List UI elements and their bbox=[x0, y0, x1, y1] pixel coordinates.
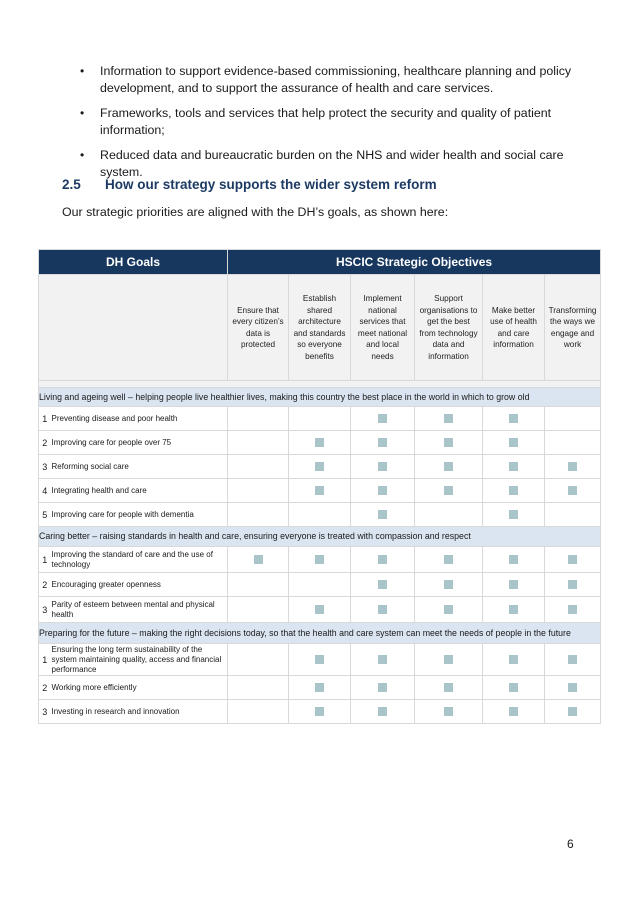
goal-number: 5 bbox=[39, 503, 51, 527]
alignment-cell bbox=[228, 597, 289, 623]
alignment-cell bbox=[545, 644, 601, 676]
alignment-cell bbox=[545, 479, 601, 503]
bullet-item: • Reduced data and bureaucratic burden on the NHS and wider health and social care system. bbox=[80, 148, 564, 179]
alignment-marker-icon bbox=[509, 438, 518, 447]
bullet-item: • Information to support evidence-based commissioning, healthcare planning and policy development, and to support the assurance of health and care services. bbox=[80, 64, 572, 95]
table-row bbox=[39, 455, 601, 479]
alignment-cell bbox=[351, 573, 415, 597]
bullet-item: • Frameworks, tools and services that help protect the security and quality of patient information; bbox=[80, 106, 552, 137]
alignment-cell bbox=[351, 547, 415, 573]
hscic-objectives-header: HSCIC Strategic Objectives bbox=[228, 250, 601, 275]
alignment-cell bbox=[228, 676, 289, 700]
alignment-cell bbox=[228, 479, 289, 503]
alignment-marker-icon bbox=[444, 555, 453, 564]
alignment-cell bbox=[545, 431, 601, 455]
alignment-marker-icon bbox=[444, 605, 453, 614]
alignment-cell bbox=[545, 676, 601, 700]
alignment-marker-icon bbox=[315, 438, 324, 447]
page-number: 6 bbox=[567, 837, 574, 851]
alignment-cell bbox=[289, 431, 351, 455]
alignment-marker-icon bbox=[378, 486, 387, 495]
alignment-cell bbox=[415, 597, 483, 623]
dh-goals-header: DH Goals bbox=[39, 250, 228, 275]
alignment-cell bbox=[289, 597, 351, 623]
goal-label: Parity of esteem between mental and physical health bbox=[51, 597, 228, 623]
alignment-cell bbox=[351, 479, 415, 503]
objective-cell: Implement national services that meet national and local needs bbox=[351, 275, 415, 381]
alignment-cell bbox=[415, 479, 483, 503]
alignment-marker-icon bbox=[378, 683, 387, 692]
bullet-dot-icon: • bbox=[80, 64, 85, 78]
alignment-cell bbox=[415, 503, 483, 527]
alignment-cell bbox=[415, 676, 483, 700]
alignment-marker-icon bbox=[444, 462, 453, 471]
goal-number: 3 bbox=[39, 597, 51, 623]
alignment-cell bbox=[228, 644, 289, 676]
alignment-marker-icon bbox=[315, 707, 324, 716]
objective-cell: Establish shared architecture and standards so everyone benefits bbox=[289, 275, 351, 381]
alignment-marker-icon bbox=[509, 510, 518, 519]
alignment-cell bbox=[483, 503, 545, 527]
alignment-marker-icon bbox=[315, 655, 324, 664]
table-row bbox=[39, 431, 601, 455]
table-row bbox=[39, 597, 601, 623]
objectives-row bbox=[39, 275, 601, 381]
alignment-marker-icon bbox=[315, 462, 324, 471]
alignment-cell bbox=[289, 547, 351, 573]
alignment-cell bbox=[351, 597, 415, 623]
alignment-marker-icon bbox=[315, 605, 324, 614]
alignment-cell bbox=[289, 573, 351, 597]
alignment-marker-icon bbox=[509, 683, 518, 692]
alignment-marker-icon bbox=[509, 580, 518, 589]
table-row bbox=[39, 503, 601, 527]
alignment-cell bbox=[351, 700, 415, 724]
alignment-cell bbox=[415, 644, 483, 676]
objective-cell: Ensure that every citizen’s data is protected bbox=[228, 275, 289, 381]
alignment-marker-icon bbox=[378, 414, 387, 423]
table-row bbox=[39, 644, 601, 676]
alignment-marker-icon bbox=[509, 486, 518, 495]
table-row bbox=[39, 547, 601, 573]
section-number: 2.5 bbox=[62, 177, 81, 192]
goals-objectives-table bbox=[38, 249, 601, 724]
section-heading bbox=[62, 177, 437, 192]
alignment-marker-icon bbox=[444, 580, 453, 589]
objective-cell: Support organisations to get the best from technology data and information bbox=[415, 275, 483, 381]
goal-label: Working more efficiently bbox=[51, 676, 228, 700]
alignment-cell bbox=[415, 431, 483, 455]
alignment-marker-icon bbox=[378, 605, 387, 614]
alignment-cell bbox=[351, 431, 415, 455]
goal-number: 2 bbox=[39, 573, 51, 597]
alignment-marker-icon bbox=[509, 462, 518, 471]
category-row bbox=[39, 527, 601, 547]
section-title: How our strategy supports the wider system reform bbox=[105, 177, 437, 192]
alignment-marker-icon bbox=[568, 580, 577, 589]
goal-number: 1 bbox=[39, 407, 51, 431]
goal-number: 2 bbox=[39, 431, 51, 455]
alignment-cell bbox=[545, 547, 601, 573]
alignment-cell bbox=[483, 700, 545, 724]
alignment-cell bbox=[545, 573, 601, 597]
alignment-cell bbox=[483, 547, 545, 573]
goal-label: Preventing disease and poor health bbox=[51, 407, 228, 431]
table-row bbox=[39, 573, 601, 597]
alignment-marker-icon bbox=[444, 707, 453, 716]
alignment-marker-icon bbox=[378, 555, 387, 564]
goal-number: 1 bbox=[39, 644, 51, 676]
alignment-cell bbox=[289, 407, 351, 431]
category-title: Preparing for the future – making the right decisions today, so that the health and care system can meet the needs of people in the future bbox=[39, 623, 601, 644]
category-row bbox=[39, 388, 601, 407]
alignment-cell bbox=[289, 503, 351, 527]
alignment-marker-icon bbox=[378, 510, 387, 519]
alignment-marker-icon bbox=[378, 707, 387, 716]
table-row bbox=[39, 407, 601, 431]
intro-paragraph: Our strategic priorities are aligned with the DH’s goals, as shown here: bbox=[62, 205, 449, 219]
alignment-marker-icon bbox=[568, 462, 577, 471]
alignment-cell bbox=[483, 644, 545, 676]
blank-cell bbox=[39, 275, 228, 381]
alignment-marker-icon bbox=[444, 438, 453, 447]
goal-number: 4 bbox=[39, 479, 51, 503]
alignment-marker-icon bbox=[315, 555, 324, 564]
alignment-cell bbox=[289, 700, 351, 724]
bullet-dot-icon: • bbox=[80, 148, 85, 162]
alignment-marker-icon bbox=[568, 683, 577, 692]
alignment-cell bbox=[483, 431, 545, 455]
alignment-marker-icon bbox=[509, 707, 518, 716]
alignment-cell bbox=[228, 431, 289, 455]
alignment-marker-icon bbox=[568, 655, 577, 664]
alignment-marker-icon bbox=[509, 555, 518, 564]
bullet-list bbox=[80, 63, 580, 189]
goal-label: Integrating health and care bbox=[51, 479, 228, 503]
alignment-cell bbox=[228, 407, 289, 431]
table-body bbox=[39, 275, 601, 724]
alignment-marker-icon bbox=[509, 414, 518, 423]
alignment-marker-icon bbox=[378, 655, 387, 664]
alignment-marker-icon bbox=[568, 555, 577, 564]
alignment-cell bbox=[483, 597, 545, 623]
alignment-marker-icon bbox=[315, 683, 324, 692]
alignment-cell bbox=[228, 547, 289, 573]
alignment-cell bbox=[289, 455, 351, 479]
alignment-cell bbox=[483, 573, 545, 597]
alignment-cell bbox=[415, 455, 483, 479]
alignment-marker-icon bbox=[568, 707, 577, 716]
alignment-cell bbox=[228, 700, 289, 724]
bullet-dot-icon: • bbox=[80, 106, 85, 120]
alignment-cell bbox=[351, 455, 415, 479]
alignment-marker-icon bbox=[315, 486, 324, 495]
alignment-marker-icon bbox=[444, 683, 453, 692]
category-row bbox=[39, 623, 601, 644]
alignment-marker-icon bbox=[509, 655, 518, 664]
alignment-cell bbox=[545, 407, 601, 431]
alignment-cell bbox=[483, 407, 545, 431]
alignment-cell bbox=[545, 597, 601, 623]
alignment-marker-icon bbox=[568, 486, 577, 495]
alignment-cell bbox=[289, 479, 351, 503]
alignment-cell bbox=[351, 676, 415, 700]
alignment-cell bbox=[415, 700, 483, 724]
alignment-cell bbox=[289, 676, 351, 700]
alignment-cell bbox=[228, 573, 289, 597]
goal-label: Investing in research and innovation bbox=[51, 700, 228, 724]
goal-label: Reforming social care bbox=[51, 455, 228, 479]
alignment-cell bbox=[483, 479, 545, 503]
alignment-cell bbox=[545, 503, 601, 527]
goal-label: Improving care for people with dementia bbox=[51, 503, 228, 527]
goal-number: 3 bbox=[39, 700, 51, 724]
goal-label: Improving care for people over 75 bbox=[51, 431, 228, 455]
alignment-marker-icon bbox=[378, 438, 387, 447]
objective-cell: Make better use of health and care information bbox=[483, 275, 545, 381]
alignment-cell bbox=[415, 547, 483, 573]
table-row bbox=[39, 479, 601, 503]
alignment-cell bbox=[483, 455, 545, 479]
alignment-cell bbox=[289, 644, 351, 676]
alignment-marker-icon bbox=[444, 655, 453, 664]
category-title: Living and ageing well – helping people live healthier lives, making this country the best place in the world in which to grow old bbox=[39, 388, 601, 407]
table-row bbox=[39, 700, 601, 724]
alignment-marker-icon bbox=[509, 605, 518, 614]
goal-label: Improving the standard of care and the use of technology bbox=[51, 547, 228, 573]
goal-number: 3 bbox=[39, 455, 51, 479]
alignment-cell bbox=[415, 407, 483, 431]
alignment-cell bbox=[351, 644, 415, 676]
alignment-cell bbox=[545, 455, 601, 479]
alignment-marker-icon bbox=[378, 462, 387, 471]
alignment-cell bbox=[228, 503, 289, 527]
alignment-cell bbox=[483, 676, 545, 700]
goal-number: 1 bbox=[39, 547, 51, 573]
table-row bbox=[39, 676, 601, 700]
alignment-marker-icon bbox=[378, 580, 387, 589]
alignment-marker-icon bbox=[444, 414, 453, 423]
alignment-marker-icon bbox=[444, 486, 453, 495]
alignment-cell bbox=[228, 455, 289, 479]
table-header-row bbox=[39, 250, 601, 275]
alignment-cell bbox=[351, 503, 415, 527]
alignment-marker-icon bbox=[568, 605, 577, 614]
category-title: Caring better – raising standards in health and care, ensuring everyone is treated with compassion and respect bbox=[39, 527, 601, 547]
objective-cell: Transforming the ways we engage and work bbox=[545, 275, 601, 381]
goal-label: Ensuring the long term sustainability of the system maintaining quality, access and financial performance bbox=[51, 644, 228, 676]
spacer-row bbox=[39, 381, 601, 388]
alignment-marker-icon bbox=[254, 555, 263, 564]
alignment-cell bbox=[351, 407, 415, 431]
alignment-cell bbox=[415, 573, 483, 597]
goal-label: Encouraging greater openness bbox=[51, 573, 228, 597]
goal-number: 2 bbox=[39, 676, 51, 700]
alignment-cell bbox=[545, 700, 601, 724]
